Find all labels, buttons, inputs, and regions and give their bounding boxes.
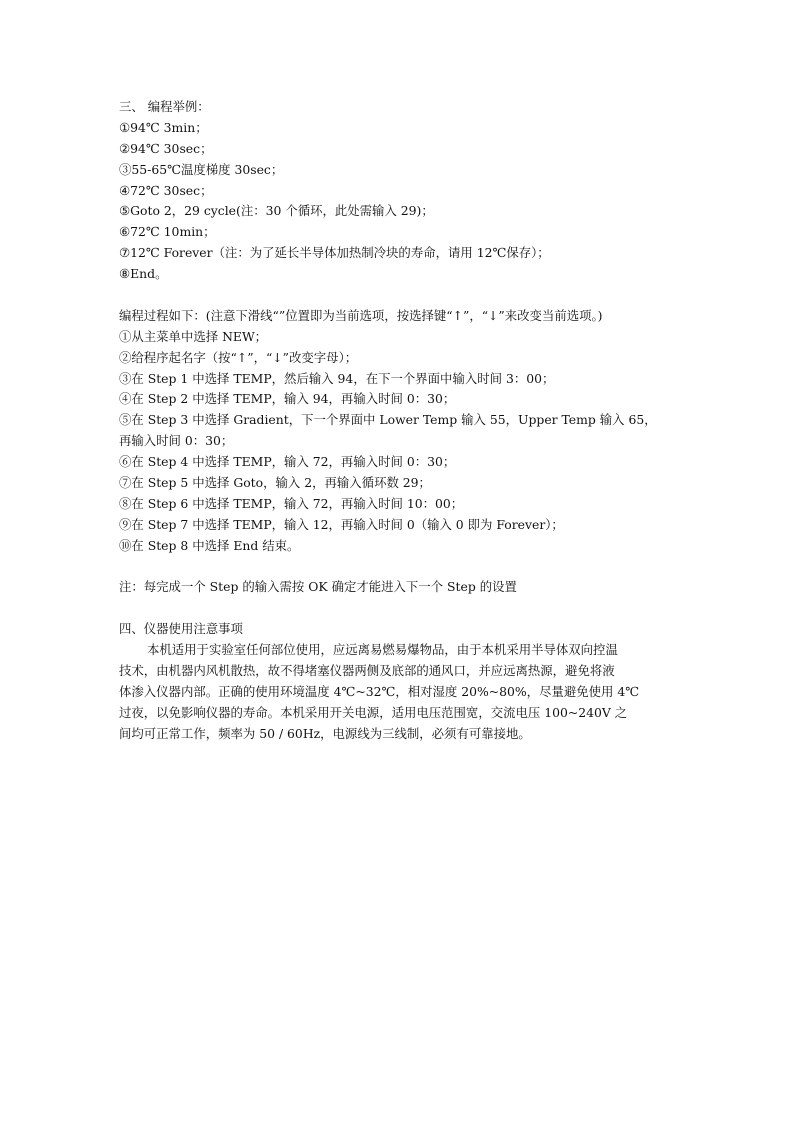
section3-heading: 三、 编程举例： xyxy=(119,99,210,114)
process-item-7: ⑦在 Step 5 中选择 Goto，输入 2，再输入循环数 29； xyxy=(119,475,431,491)
process-item-3: ③在 Step 1 中选择 TEMP，然后输入 94，在下一个界面中输入时间 3：00； xyxy=(119,370,555,386)
process-item-6: ⑥在 Step 4 中选择 TEMP，输入 72，再输入时间 0：30； xyxy=(119,454,456,470)
process-item-5-cont: 再输入时间 0：30； xyxy=(119,433,234,449)
process-item-2: ②给程序起名字（按“↑”，“↓”改变字母）； xyxy=(119,349,358,365)
paragraph-line-1: 本机适用于实验室任何部位使用，应远离易燃易爆物品，由于本机采用半导体双向控温 xyxy=(147,642,618,658)
program-step-7: ⑦12℃ Forever（注：为了延长半导体加热制冷块的寿命，请用 12℃保存）； xyxy=(119,245,550,261)
paragraph-line-5: 间均可正常工作，频率为 50 / 60Hz，电源线为三线制，必须有可靠接地。 xyxy=(119,725,531,741)
step-note: 注：每完成一个 Step 的输入需按 OK 确定才能进入下一个 Step 的设置 xyxy=(119,579,517,595)
process-item-1: ①从主菜单中选择 NEW； xyxy=(119,328,268,344)
process-item-8: ⑧在 Step 6 中选择 TEMP，输入 72，再输入时间 10：00； xyxy=(119,495,464,511)
program-step-2: ②94℃ 30sec； xyxy=(119,140,213,156)
program-step-1: ①94℃ 3min； xyxy=(119,119,208,135)
paragraph-line-4: 过夜，以免影响仪器的寿命。本机采用开关电源，适用电压范围宽，交流电压 100~240V 之 xyxy=(119,704,628,720)
program-step-5: ⑤Goto 2，29 cycle(注：30 个循环，此处需输入 29)； xyxy=(119,203,434,219)
section4-heading: 四、仪器使用注意事项 xyxy=(119,621,243,637)
process-item-4: ④在 Step 2 中选择 TEMP，输入 94，再输入时间 0：30； xyxy=(119,391,456,407)
spacer xyxy=(119,285,679,306)
paragraph-line-3: 体渗入仪器内部。正确的使用环境温度 4℃~32℃，相对湿度 20%~80%，尽量避免使用 4℃ xyxy=(119,683,640,699)
paragraph-line-2: 技术，由机器内风机散热，故不得堵塞仪器两侧及底部的通风口，并应远离热源，避免将液 xyxy=(119,663,615,679)
document-page xyxy=(119,97,679,745)
program-step-3: ③55-65℃温度梯度 30sec； xyxy=(119,161,284,177)
process-item-5: ⑤在 Step 3 中选择 Gradient，下一个界面中 Lower Temp 输入 55，Upper Temp 输入 65， xyxy=(119,412,657,428)
spacer xyxy=(119,557,679,578)
spacer xyxy=(119,598,679,619)
process-intro: 编程过程如下：(注意下滑线“”位置即为当前选项，按选择键“↑”，“↓”来改变当前选项。) xyxy=(119,307,603,323)
program-step-8: ⑧End。 xyxy=(119,266,168,282)
process-item-9: ⑨在 Step 7 中选择 TEMP，输入 12，再输入时间 0（输入 0 即为 Forever）； xyxy=(119,516,564,532)
process-item-10: ⑩在 Step 8 中选择 End 结束。 xyxy=(119,537,300,553)
program-step-4: ④72℃ 30sec； xyxy=(119,182,213,198)
program-step-6: ⑥72℃ 10min； xyxy=(119,224,216,240)
